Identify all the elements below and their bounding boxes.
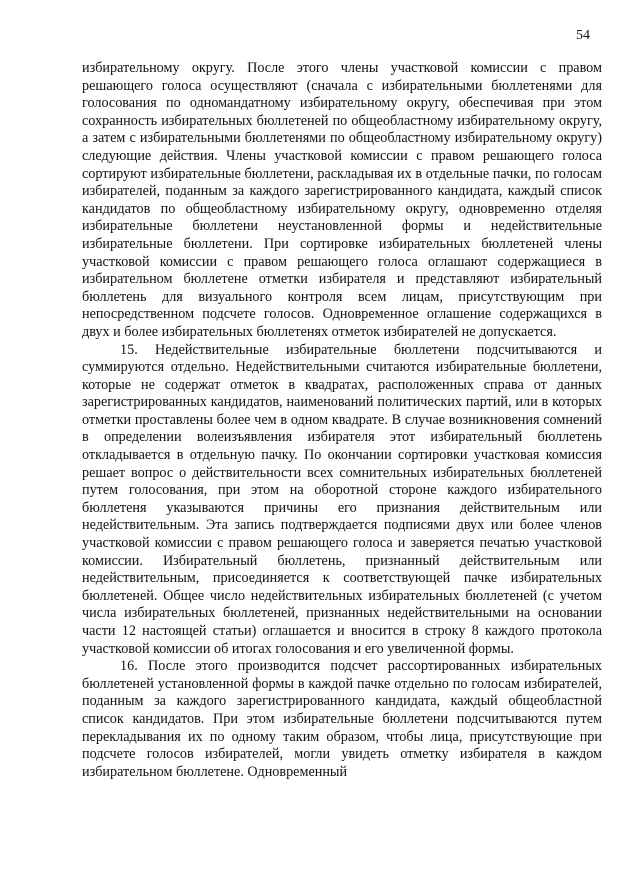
paragraph-item-15: 15. Недействительные избирательные бюллетени подсчитываются и суммируются отдельно. Недействительными считаются избирательные бюллетени, которые не содержат отметок в квадратах, расположенных справа от данных зарегистрированных кандидатов, наименований политических партий, или в которых отметки проставлены более чем в одном квадрате. В случае возникновения сомнений в определении волеизъявления избирателя этот избирательный бюллетень откладывается в отдельную пачку. По окончании сортировки участковая комиссия решает вопрос о действительности всех сомнительных избирательных бюллетеней путем голосования, при этом на оборотной стороне каждого избирательного бюллетеня указываются причины его признания действительным или недействительным. Эта запись подтверждается подписями двух или более членов участковой комиссии с правом решающего голоса и заверяется печатью участковой комиссии. Избирательный бюллетень, признанный действительным или недействительным, присоединяется к соответствующей пачке избирательных бюллетеней. Общее число недействительных избирательных бюллетеней (с учетом числа избирательных бюллетеней, признанных недействительными на основании части 12 настоящей статьи) оглашается и вносится в строку 8 каждого протокола участковой комиссии об итогах голосования и его увеличенной формы. bbox=[82, 341, 602, 657]
paragraph-item-16: 16. После этого производится подсчет рассортированных избирательных бюллетеней установленной формы в каждой пачке отдельно по голосам избирателей, поданным за каждого зарегистрированного кандидата, каждый общеобластной список кандидатов. При этом избирательные бюллетени подсчитываются путем перекладывания их по одному таким образом, чтобы лица, присутствующие при подсчете голосов избирателей, могли увидеть отметку избирателя в каждом избирательном бюллетене. Одновременный bbox=[82, 658, 602, 780]
paragraph-continuation: избирательному округу. После этого члены участковой комиссии с правом решающего голоса осуществляют (сначала с избирательными бюллетенями для голосования по одномандатному избирательному округу, обеспечивая при этом сохранность избирательных бюллетеней по общеобластному избирательному округу, а затем с избирательными бюллетенями по общеобластному избирательному округу) следующие действия. Члены участковой комиссии с правом решающего голоса сортируют избирательные бюллетени, раскладывая их в отдельные пачки, по голосам избирателей, поданным за каждого зарегистрированного кандидата, каждый список кандидатов по общеобластному избирательному округу, одновременно отделяя избирательные бюллетени неустановленной формы и недействительные избирательные бюллетени. При сортировке избирательных бюллетеней члены участковой комиссии с правом решающего голоса оглашают содержащиеся в избирательном бюллетене отметки избирателя и представляют избирательный бюллетень для визуального контроля всем лицам, присутствующим при непосредственном подсчете голосов. Одновременное оглашение содержащихся в двух и более избирательных бюллетенях отметок избирателей не допускается. bbox=[82, 60, 602, 340]
page-number: 54 bbox=[576, 28, 590, 43]
document-body bbox=[82, 60, 602, 781]
